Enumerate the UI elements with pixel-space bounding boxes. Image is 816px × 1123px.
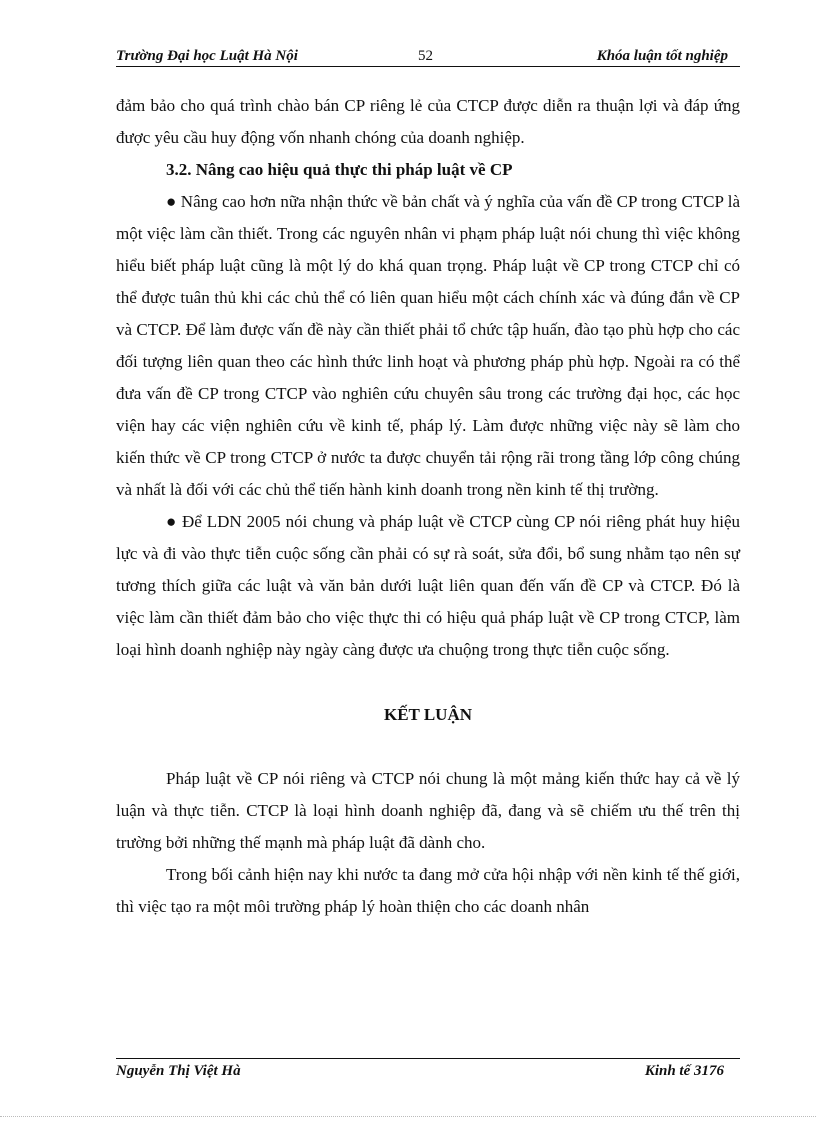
page-body <box>116 90 740 923</box>
footer-class: Kinh tế 3176 <box>644 1063 724 1079</box>
page-footer <box>116 1058 740 1079</box>
page-header <box>116 48 740 67</box>
paragraph-3: ● Để LDN 2005 nói chung và pháp luật về CTCP cùng CP nói riêng phát huy hiệu lực và đi vào thực tiễn cuộc sống cần phải có sự rà soát, sửa đổi, bổ sung nhằm tạo nên sự tương thích giữa các luật và văn bản dưới luật liên quan đến vấn đề CP và CTCP. Đó là việc làm cần thiết đảm bảo cho việc thực thi có hiệu quả pháp luật về CP trong CTCP, làm loại hình doanh nghiệp này ngày càng được ưa chuộng trong thực tiễn cuộc sống. <box>116 512 740 659</box>
page-edge-divider <box>0 1116 816 1117</box>
conclusion-title: KẾT LUẬN <box>383 705 472 724</box>
paragraph-1: đảm bảo cho quá trình chào bán CP riêng lẻ của CTCP được diễn ra thuận lợi và đáp ứng được yêu cầu huy động vốn nhanh chóng của doanh nghiệp. <box>116 96 740 147</box>
paragraph-5: Trong bối cảnh hiện nay khi nước ta đang mở cửa hội nhập với nền kinh tế thế giới, thì việc tạo ra một môi trường pháp lý hoàn thiện cho các doanh nhân <box>116 865 740 916</box>
header-page-number: 52 <box>418 48 433 64</box>
paragraph-4: Pháp luật về CP nói riêng và CTCP nói chung là một mảng kiến thức hay cả về lý luận và thực tiễn. CTCP là loại hình doanh nghiệp đã, đang và sẽ chiếm ưu thế trên thị trường bởi những thế mạnh mà pháp luật đã dành cho. <box>116 769 740 852</box>
footer-author: Nguyễn Thị Việt Hà <box>116 1063 241 1079</box>
header-university: Trường Đại học Luật Hà Nội <box>116 48 298 64</box>
header-document-type: Khóa luận tốt nghiệp <box>596 48 728 64</box>
paragraph-2: ● Nâng cao hơn nữa nhận thức về bản chất và ý nghĩa của vấn đề CP trong CTCP là một việc làm cần thiết. Trong các nguyên nhân vi phạm pháp luật nói chung thì việc không hiểu biết pháp luật cũng là một lý do khá quan trọng. Pháp luật về CP trong CTCP chỉ có thể được tuân thủ khi các chủ thể có liên quan hiểu một cách chính xác và đúng đắn về CP và CTCP. Để làm được vấn đề này cần thiết phải tổ chức tập huấn, đào tạo phù hợp cho các đối tượng liên quan theo các hình thức linh hoạt và phương pháp phù hợp. Ngoài ra có thể đưa vấn đề CP trong CTCP vào nghiên cứu chuyên sâu trong các trường đại học, các học viện hay các viện nghiên cứu về kinh tế, pháp lý. Làm được những việc này sẽ làm cho kiến thức về CP trong CTCP ở nước ta được chuyển tải rộng rãi trong tầng lớp công chúng và nhất là đối với các chủ thể tiến hành kinh doanh trong nền kinh tế thị trường. <box>116 192 740 499</box>
section-heading-3-2: 3.2. Nâng cao hiệu quả thực thi pháp luật về CP <box>166 160 513 179</box>
